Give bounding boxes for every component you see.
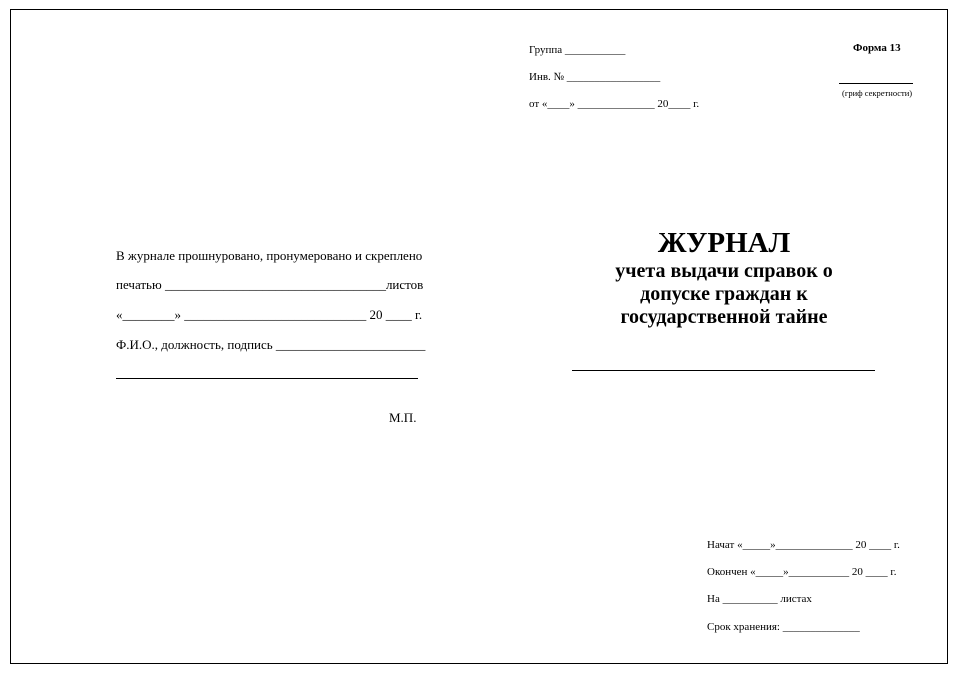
certification-line-2: печатью __________________________________листов bbox=[116, 277, 424, 292]
form-number: Форма 13 bbox=[853, 42, 901, 54]
certification-line-3: «________» ____________________________ 20 ____ г. bbox=[116, 307, 423, 322]
title-line-1: учета выдачи справок о bbox=[615, 259, 833, 282]
journal-title bbox=[574, 228, 874, 329]
certification-signature-line bbox=[116, 378, 418, 379]
certification-line-4: Ф.И.О., должность, подпись _______________________ bbox=[116, 337, 426, 352]
group-field: Группа ___________ bbox=[529, 44, 626, 56]
finished-date-field: Окончен «_____»___________ 20 ____ г. bbox=[707, 566, 897, 578]
secrecy-stamp-label: (гриф секретности) bbox=[842, 88, 913, 98]
title-line-2: допуске граждан к bbox=[640, 282, 808, 305]
storage-period-field: Срок хранения: ______________ bbox=[707, 621, 860, 633]
title-main: ЖУРНАЛ bbox=[657, 227, 791, 259]
stamp-place: М.П. bbox=[389, 410, 417, 425]
secrecy-stamp-line bbox=[839, 83, 913, 84]
started-date-field: Начат «_____»______________ 20 ____ г. bbox=[707, 539, 900, 551]
title-line-3: государственной тайне bbox=[620, 305, 828, 328]
date-field: от «____» ______________ 20____ г. bbox=[529, 98, 700, 110]
sheet-count-field: На __________ листах bbox=[707, 593, 812, 605]
inventory-number-field: Инв. № _________________ bbox=[529, 71, 661, 83]
certification-line-1: В журнале прошнуровано, пронумеровано и скреплено bbox=[116, 248, 423, 263]
title-underline bbox=[572, 370, 875, 371]
